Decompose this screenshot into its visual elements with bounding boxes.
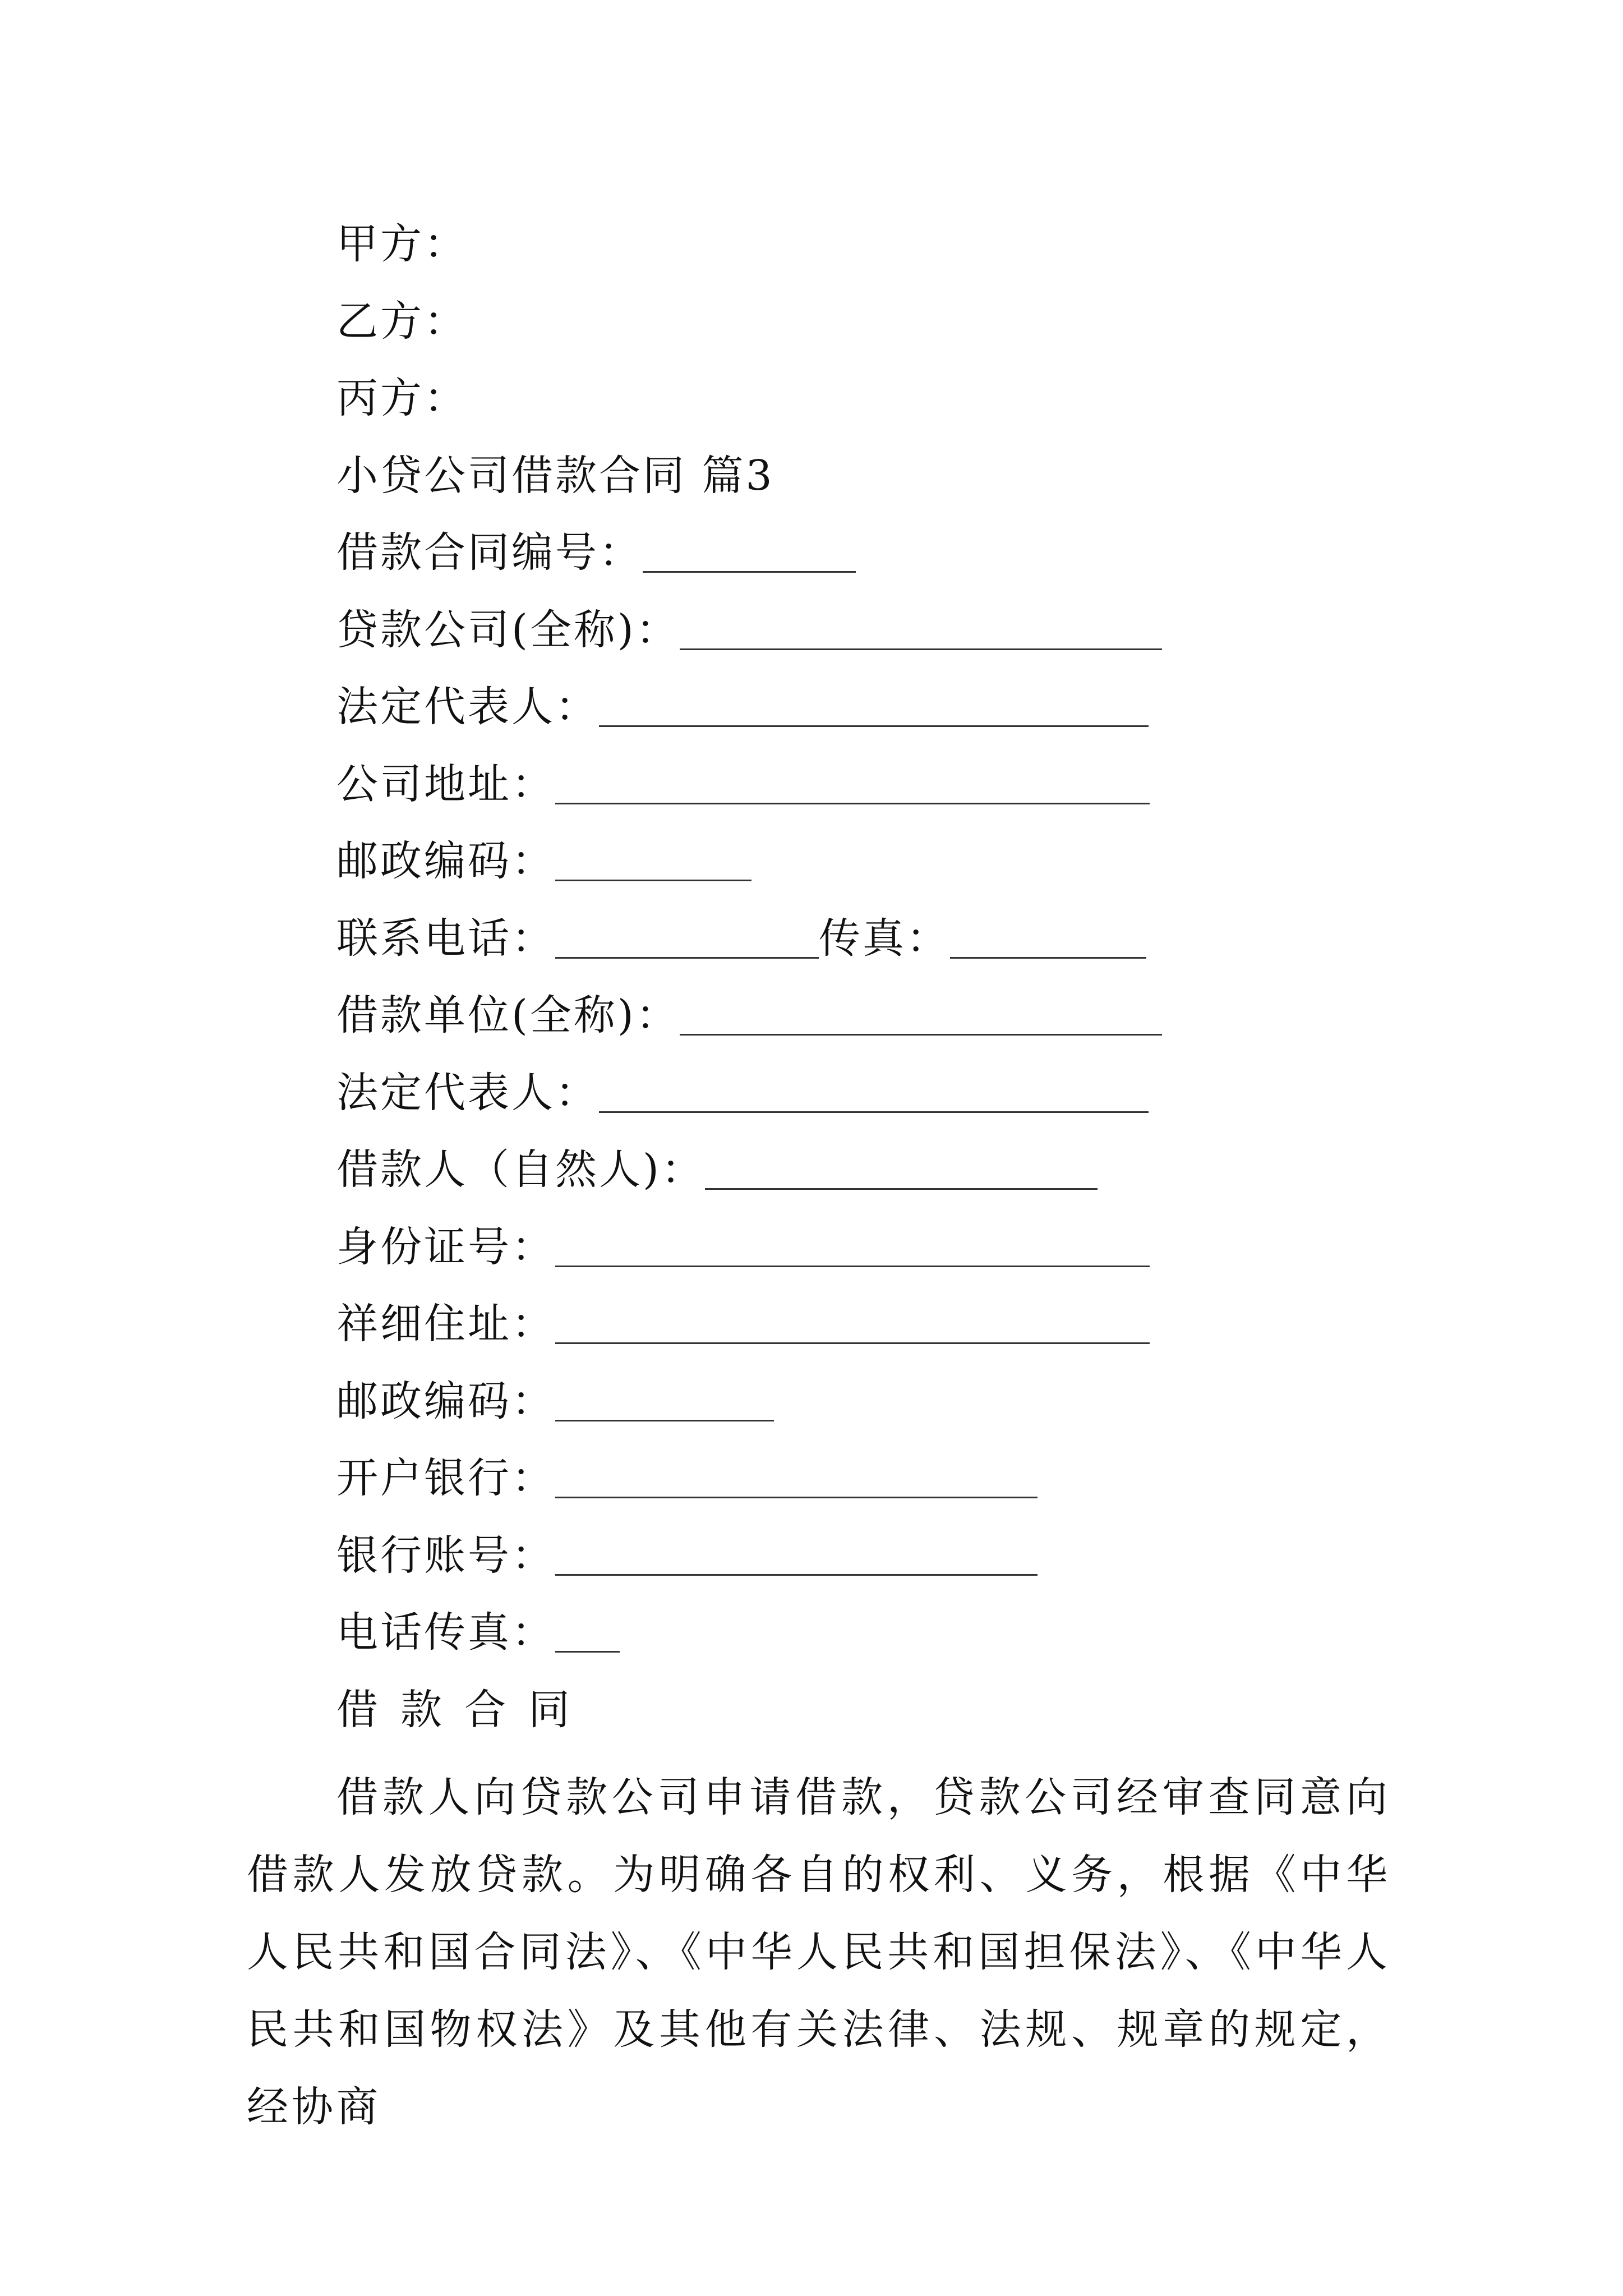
- party-c-label: 丙方：: [336, 374, 468, 422]
- bank-field: [336, 1450, 1038, 1506]
- borrower-postcode-field: [336, 1373, 774, 1429]
- address-blank: [555, 1303, 1150, 1344]
- bank-blank: [555, 1457, 1038, 1498]
- account-label: 银行账号：: [336, 1531, 555, 1580]
- company-address-field: [336, 756, 1150, 812]
- borrower-unit-blank: [680, 995, 1162, 1036]
- contract-heading-text: 借款合同: [336, 1686, 592, 1734]
- id-no-field: [336, 1219, 1150, 1275]
- borrower-unit-label: 借款单位(全称)：: [336, 991, 680, 1039]
- borrower-rep-blank: [599, 1072, 1149, 1113]
- party-a-label: 甲方：: [336, 220, 468, 268]
- company-address-label: 公司地址：: [336, 760, 555, 808]
- intro-paragraph: 借款人向贷款公司申请借款，贷款公司经审查同意向借款人发放贷款。为明确各自的权利、义务，根据《中华人民共和国合同法》、《中华人民共和国担保法》、《中华人民共和国物权法》及其他有关法律、法规、规章的规定，经协商: [247, 1773, 1391, 2131]
- lender-postcode-label: 邮政编码：: [336, 837, 555, 885]
- lender-rep-blank: [599, 686, 1149, 727]
- fax-blank: [950, 918, 1146, 959]
- lender-rep-label: 法定代表人：: [336, 683, 599, 731]
- lender-postcode-blank: [555, 840, 751, 881]
- contract-no-label: 借款合同编号：: [336, 528, 643, 577]
- lender-name-blank: [680, 609, 1162, 650]
- phone-fax-field: [336, 1604, 620, 1660]
- phone-blank: [555, 918, 819, 959]
- party-a-line: [336, 216, 468, 272]
- phone-fax-blank: [555, 1612, 620, 1653]
- section-title-text: 小贷公司借款合同 篇3: [336, 452, 774, 500]
- contract-no-field: [336, 524, 856, 581]
- party-b-label: 乙方：: [336, 297, 468, 346]
- borrower-rep-field: [336, 1065, 1149, 1121]
- borrower-unit-field: [336, 987, 1162, 1043]
- borrower-rep-label: 法定代表人：: [336, 1069, 599, 1117]
- phone-fax-row: [336, 910, 1146, 967]
- company-address-blank: [555, 763, 1150, 804]
- id-no-blank: [555, 1226, 1150, 1267]
- address-field: [336, 1296, 1150, 1352]
- lender-postcode-field: [336, 833, 751, 889]
- borrower-person-blank: [705, 1149, 1098, 1190]
- fax-label: 传真：: [819, 914, 950, 963]
- phone-label: 联系电话：: [336, 914, 555, 963]
- borrower-person-label: 借款人（自然人)：: [336, 1145, 705, 1194]
- id-no-label: 身份证号：: [336, 1223, 555, 1271]
- account-blank: [555, 1535, 1038, 1576]
- section-title: [336, 448, 774, 504]
- address-label: 祥细住址：: [336, 1300, 555, 1348]
- party-c-line: [336, 370, 468, 426]
- contract-heading: [336, 1682, 592, 1738]
- contract-no-blank: [643, 532, 856, 573]
- lender-rep-field: [336, 679, 1149, 735]
- bank-label: 开户银行：: [336, 1454, 555, 1502]
- account-field: [336, 1527, 1038, 1584]
- lender-name-field: [336, 602, 1162, 658]
- borrower-person-field: [336, 1142, 1098, 1198]
- borrower-postcode-label: 邮政编码：: [336, 1377, 555, 1425]
- lender-name-label: 贷款公司(全称)：: [336, 606, 680, 654]
- party-b-line: [336, 293, 468, 349]
- borrower-postcode-blank: [555, 1381, 774, 1421]
- phone-fax-label: 电话传真：: [336, 1608, 555, 1657]
